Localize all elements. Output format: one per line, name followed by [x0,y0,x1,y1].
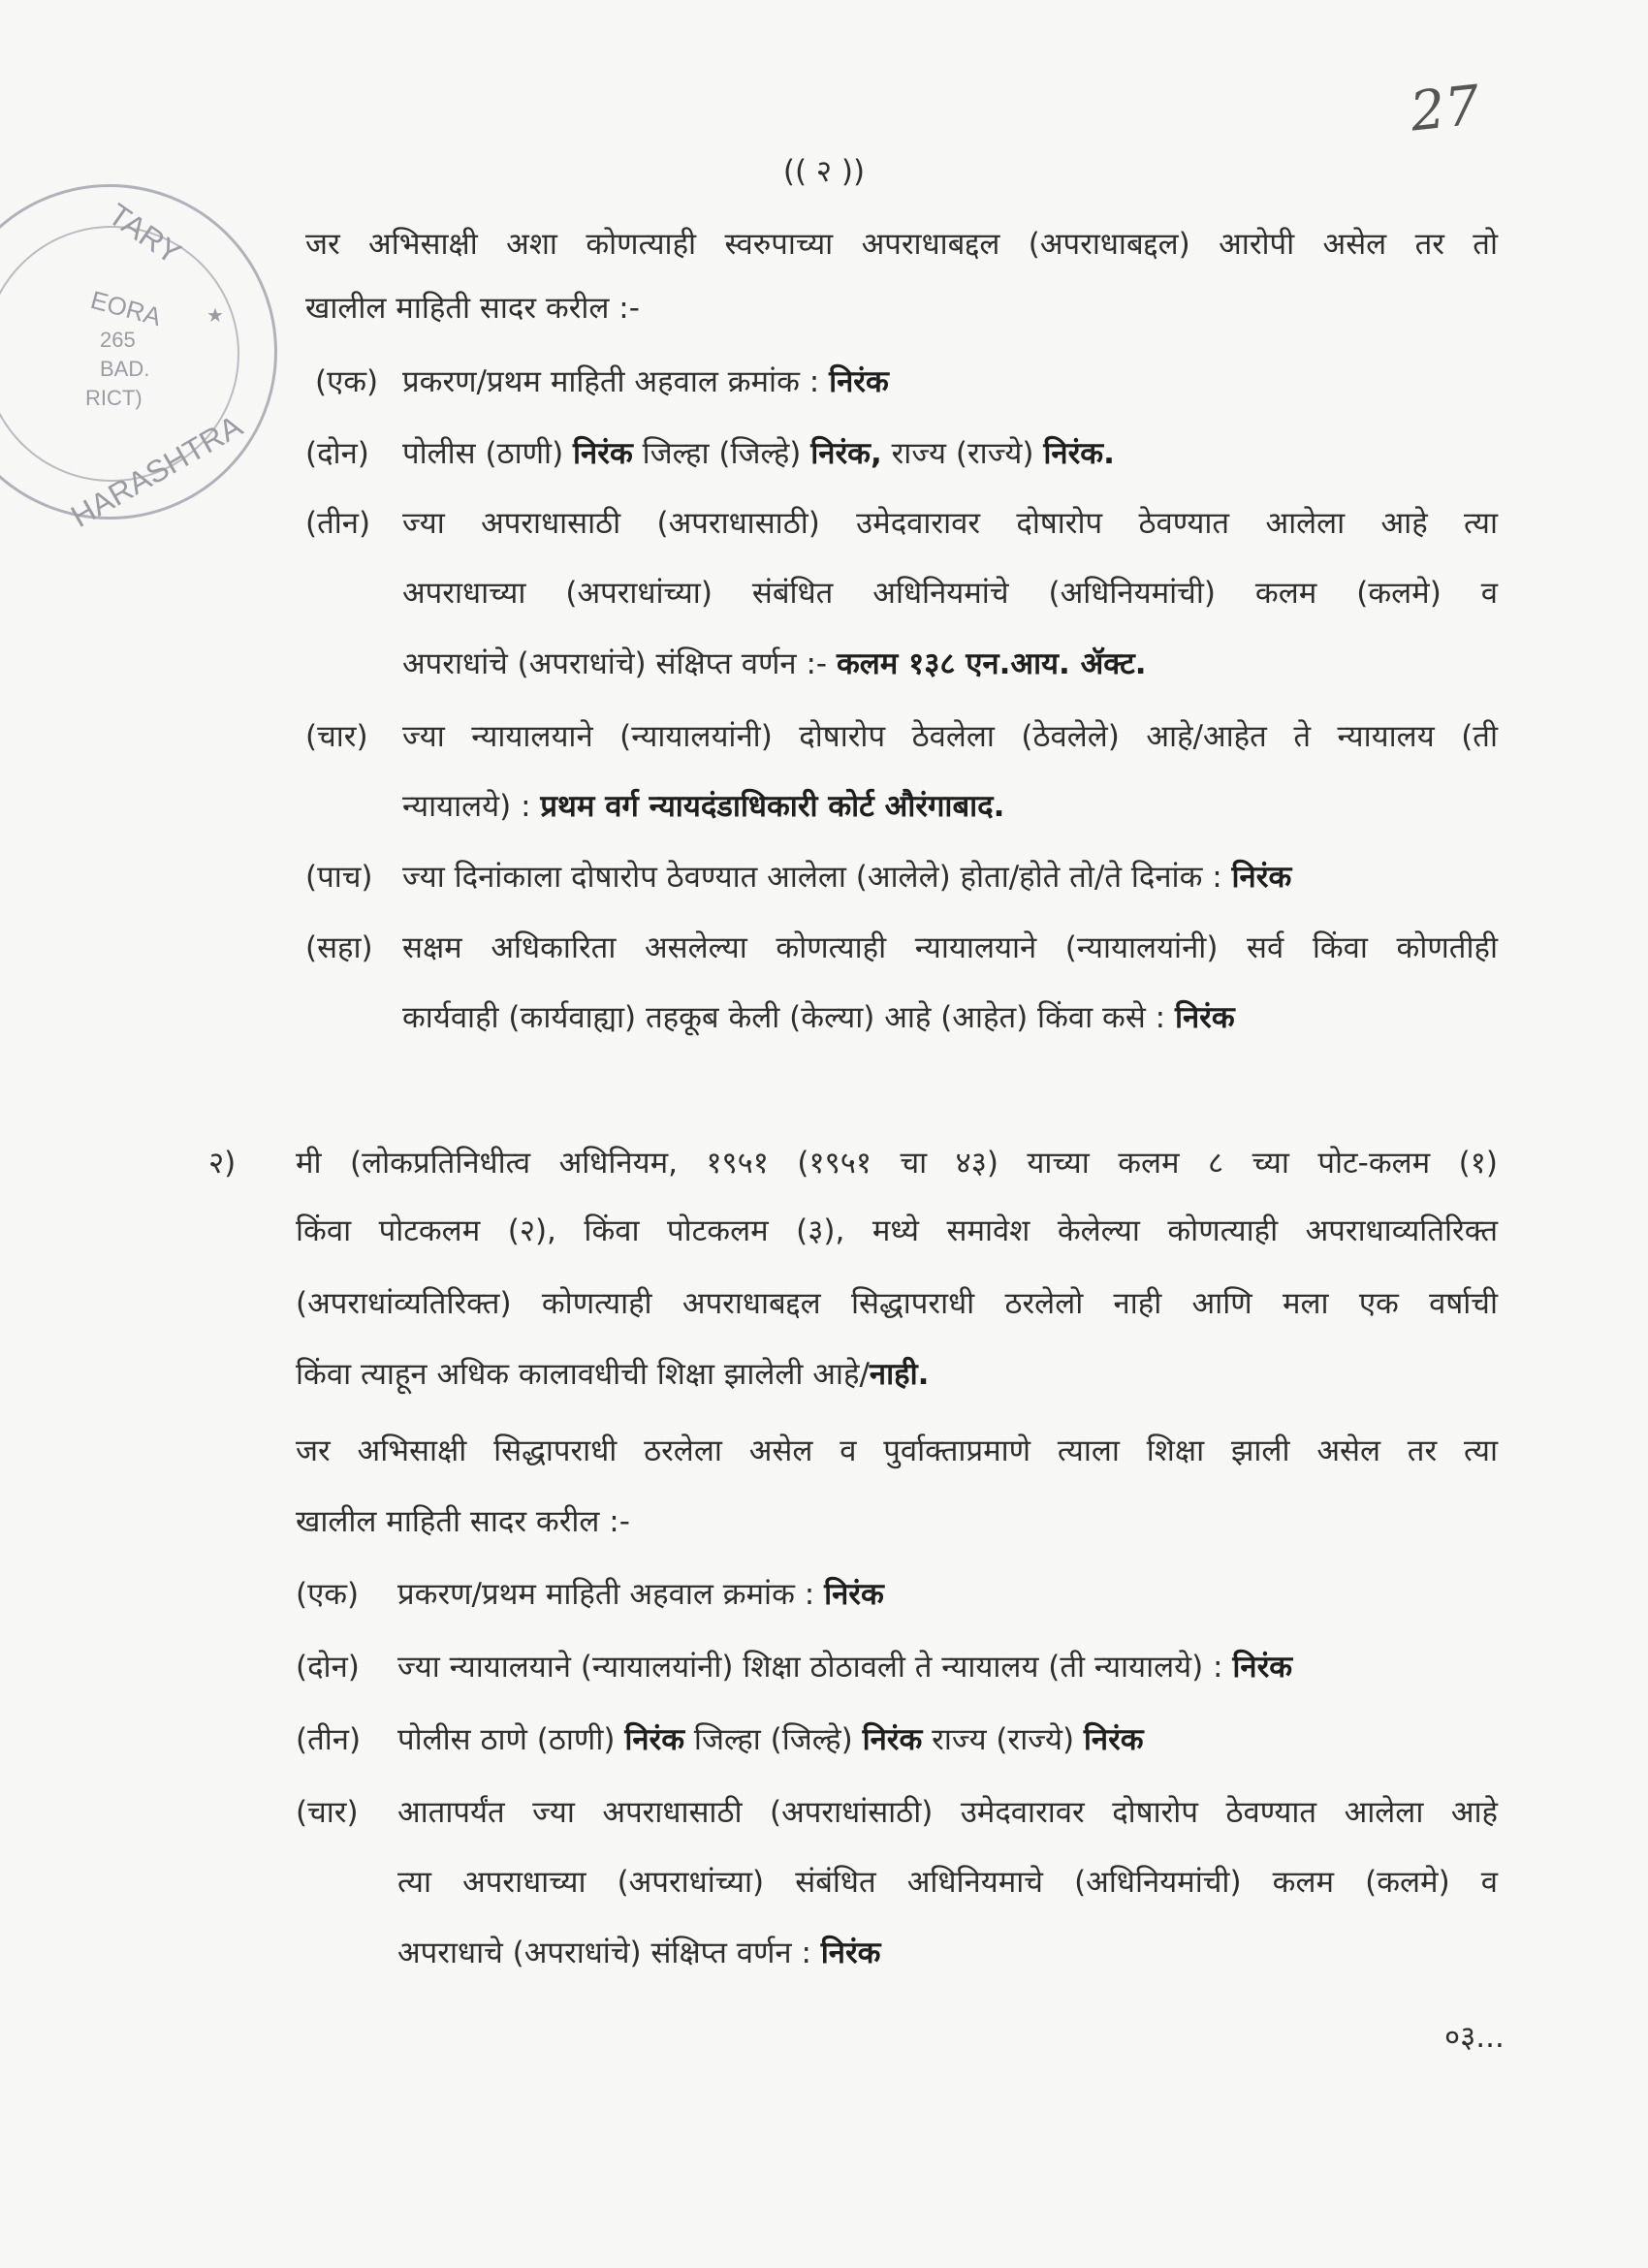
text-segment: सक्षम अधिकारिता असलेल्या कोणत्याही न्यायालयाने (न्यायालयांनी) सर्व किंवा कोणतीही [402,930,1498,965]
bold-value: निरंक [1083,1722,1144,1757]
item-label: (चार) [305,719,368,754]
text-line [402,856,1291,898]
bold-value: निरंक [824,1577,884,1612]
text-segment: प्रकरण/प्रथम माहिती अहवाल क्रमांक : [397,1577,825,1612]
text-line [296,1353,929,1396]
stamp-text-inner-1: EORA [87,284,165,332]
text-line [296,1142,1498,1184]
text-segment: राज्य (राज्ये) [922,1722,1084,1757]
bold-value: निरंक [1231,860,1292,895]
text-line [397,1791,1498,1834]
handwritten-page-number: 27 [1407,74,1483,144]
item-label: (तीन) [296,1722,362,1757]
text-line [296,1500,630,1543]
bold-value: नाही. [869,1357,930,1392]
text-line [397,1932,880,1974]
item-label: (पाच) [305,860,373,895]
text-segment: खालील माहिती सादर करील :- [305,291,640,326]
stamp-text-inner-2: 265 [100,328,136,352]
text-segment: पोलीस ठाणे (ठाणी) [397,1722,625,1757]
bold-value: निरंक, [810,436,882,471]
text-segment: न्यायालये) : [402,789,541,824]
item-label: (दोन) [296,1650,360,1685]
text-line [402,643,1147,685]
text-line [402,715,1498,758]
bold-value: निरंक. [1043,436,1115,471]
text-segment: ज्या न्यायालयाने (न्यायालयांनी) दोषारोप ठेवलेला (ठेवलेले) आहे/आहेत ते न्यायालय (ती [402,719,1498,754]
text-segment: पोलीस (ठाणी) [402,436,574,471]
text-line [402,361,889,403]
page-header: (( २ )) [782,154,866,189]
text-segment: अपराधांचे (अपराधांचे) संक्षिप्त वर्णन :- [402,646,837,681]
bold-value: निरंक [862,1722,923,1757]
bold-value: निरंक [1232,1650,1293,1685]
text-line [402,432,1115,475]
text-line [305,223,1498,266]
text-segment: अपराधाचे (अपराधांचे) संक्षिप्त वर्णन : [397,1936,821,1970]
text-segment: आतापर्यंत ज्या अपराधासाठी (अपराधांसाठी) उमेदवारावर दोषारोप ठेवण्यात आलेला आहे [397,1795,1498,1830]
text-line [402,785,1004,828]
bold-value: कलम १३८ एन.आय. ॲक्ट. [836,646,1147,681]
item-label: (तीन) [305,506,371,541]
text-segment: खालील माहिती सादर करील :- [296,1504,630,1539]
text-segment: प्रकरण/प्रथम माहिती अहवाल क्रमांक : [402,364,830,399]
bold-value: प्रथम वर्ग न्यायदंडाधिकारी कोर्ट औरंगाबाद. [540,789,1005,824]
text-segment: मी (लोकप्रतिनिधीत्व अधिनियम, १९५१ (१९५१ चा ४३) याच्या कलम ८ च्या पोट-कलम (१) [296,1146,1498,1181]
item-label: (सहा) [305,930,373,965]
item-label: (एक) [315,364,379,399]
text-line [402,572,1498,614]
text-line [402,996,1235,1039]
item-label: (चार) [296,1795,359,1830]
text-line [296,1430,1498,1472]
text-line [402,927,1498,969]
bold-value: निरंक [573,436,633,471]
text-segment: जिल्हा (जिल्हे) [632,436,811,471]
item-label: (एक) [296,1577,360,1612]
text-line [397,1573,884,1616]
text-segment: राज्य (राज्ये) [881,436,1044,471]
bold-value: निरंक [829,364,889,399]
text-segment: ज्या अपराधासाठी (अपराधासाठी) उमेदवारावर दोषारोप ठेवण्यात आलेला आहे त्या [402,506,1498,541]
text-line [397,1646,1292,1688]
item-label: (दोन) [305,436,369,471]
text-segment: अपराधाच्या (अपराधांच्या) संबंधित अधिनियमांचे (अधिनियमांची) कलम (कलमे) व [402,576,1498,611]
text-line [296,1210,1498,1252]
text-line [305,287,640,330]
bold-value: निरंक [624,1722,685,1757]
bold-value: निरंक [1174,1000,1235,1035]
stamp-text-inner-3: BAD. [100,357,150,381]
text-line [397,1718,1144,1761]
text-segment: जिल्हा (जिल्हे) [684,1722,863,1757]
continuation-marker: ०३... [1444,2020,1505,2055]
bold-value: निरंक [820,1936,881,1970]
text-segment: (अपराधांव्यतिरिक्त) कोणत्याही अपराधाबद्दल सिद्धापराधी ठरलेलो नाही आणि मला एक वर्षाची [296,1286,1498,1321]
stamp-star: ★ [206,305,224,327]
item-label: २) [208,1146,237,1181]
notary-stamp [0,184,277,534]
text-segment: किंवा पोटकलम (२), किंवा पोटकलम (३), मध्ये समावेश केलेल्या कोणत्याही अपराधाव्यतिरिक्त [296,1213,1498,1248]
text-segment: ज्या दिनांकाला दोषारोप ठेवण्यात आलेला (आलेले) होता/होते तो/ते दिनांक : [402,860,1232,895]
text-segment: किंवा त्याहून अधिक कालावधीची शिक्षा झालेली आहे/ [296,1357,870,1392]
text-segment: त्या अपराधाच्या (अपराधांच्या) संबंधित अधिनियमाचे (अधिनियमांची) कलम (कलमे) व [397,1865,1498,1900]
text-line [296,1282,1498,1325]
stamp-text-inner-4: RICT) [85,386,143,410]
text-line [402,502,1498,545]
text-segment: ज्या न्यायालयाने (न्यायालयांनी) शिक्षा ठोठावली ते न्यायालय (ती न्यायालये) : [397,1650,1233,1685]
text-segment: जर अभिसाक्षी अशा कोणत्याही स्वरुपाच्या अपराधाबद्दल (अपराधाबद्दल) आरोपी असेल तर तो [305,227,1498,262]
text-segment: कार्यवाही (कार्यवाह्या) तहकूब केली (केल्या) आहे (आहेत) किंवा कसे : [402,1000,1175,1035]
stamp-text-bottom: HARASHTRA [64,408,248,534]
text-line [397,1861,1498,1904]
text-segment: जर अभिसाक्षी सिद्धापराधी ठरलेला असेल व पुर्वाक्ताप्रमाणे त्याला शिक्षा झाली असेल तर त्या [296,1433,1498,1468]
stamp-text-top: TARY [102,196,188,271]
